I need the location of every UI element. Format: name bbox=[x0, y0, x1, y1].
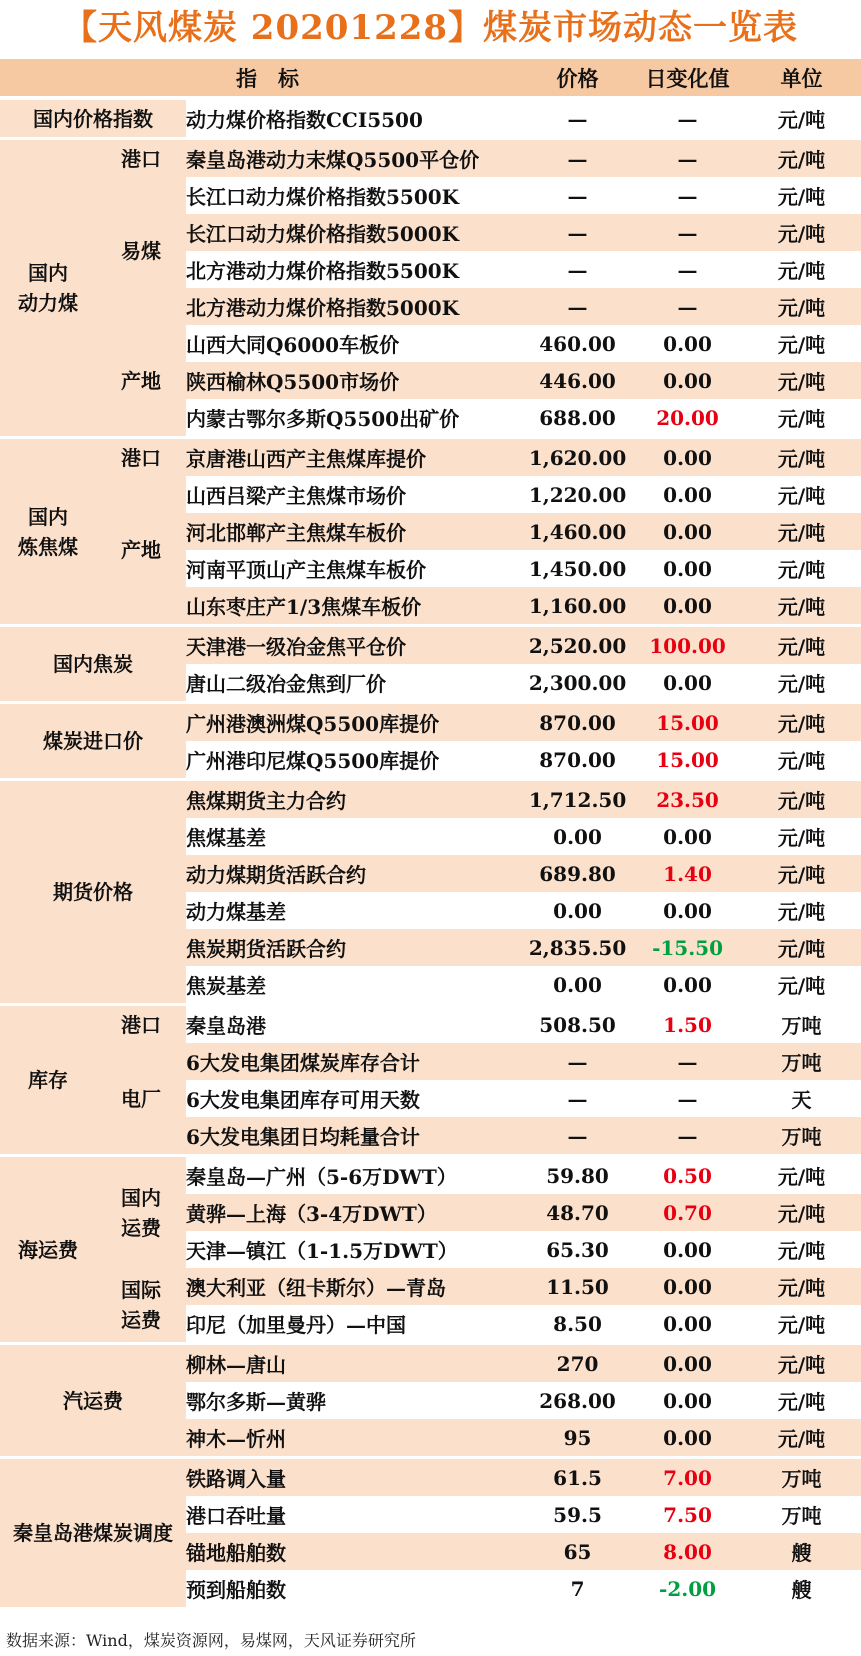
unit: 元/吨 bbox=[742, 550, 861, 587]
price-value: 508.50 bbox=[522, 1006, 633, 1043]
subcategory-origin: 产地 bbox=[96, 476, 186, 624]
daily-change: 0.00 bbox=[633, 476, 742, 513]
unit: 元/吨 bbox=[742, 1157, 861, 1194]
daily-change: 0.00 bbox=[633, 1345, 742, 1382]
indicator-name: 内蒙古鄂尔多斯Q5500出矿价 bbox=[186, 399, 522, 436]
daily-change: 0.00 bbox=[633, 966, 742, 1003]
unit: 元/吨 bbox=[742, 513, 861, 550]
indicator-name: 黄骅—上海（3-4万DWT） bbox=[186, 1194, 522, 1231]
price-value: 2,520.00 bbox=[522, 627, 633, 664]
table-row bbox=[0, 1345, 861, 1382]
category-coking-coal: 国内 炼焦煤 bbox=[0, 439, 96, 624]
daily-change: 0.50 bbox=[633, 1157, 742, 1194]
price-value: 1,220.00 bbox=[522, 476, 633, 513]
indicator-name: 6大发电集团煤炭库存合计 bbox=[186, 1043, 522, 1080]
table-row bbox=[0, 1006, 861, 1043]
unit: 元/吨 bbox=[742, 1382, 861, 1419]
price-value: 2,300.00 bbox=[522, 664, 633, 701]
header-indicator: 指 标 bbox=[0, 59, 522, 96]
indicator-name: 陕西榆林Q5500市场价 bbox=[186, 362, 522, 399]
daily-change: — bbox=[633, 1080, 742, 1117]
daily-change: 7.50 bbox=[633, 1496, 742, 1533]
daily-change: 100.00 bbox=[633, 627, 742, 664]
indicator-name: 秦皇岛港动力末煤Q5500平仓价 bbox=[186, 140, 522, 177]
subcategory-port: 港口 bbox=[96, 140, 186, 177]
price-value: 870.00 bbox=[522, 741, 633, 778]
indicator-name: 焦煤期货主力合约 bbox=[186, 781, 522, 818]
table-row bbox=[0, 100, 861, 137]
unit: 元/吨 bbox=[742, 476, 861, 513]
unit: 元/吨 bbox=[742, 855, 861, 892]
unit: 元/吨 bbox=[742, 1345, 861, 1382]
price-value: — bbox=[522, 177, 633, 214]
price-value: — bbox=[522, 251, 633, 288]
indicator-name: 北方港动力煤价格指数5500K bbox=[186, 251, 522, 288]
indicator-name: 柳林—唐山 bbox=[186, 1345, 522, 1382]
table-row bbox=[0, 704, 861, 741]
price-value: 7 bbox=[522, 1570, 633, 1607]
indicator-name: 神木—忻州 bbox=[186, 1419, 522, 1456]
daily-change: 0.00 bbox=[633, 587, 742, 624]
header-unit: 单位 bbox=[742, 59, 861, 96]
indicator-name: 动力煤期货活跃合约 bbox=[186, 855, 522, 892]
daily-change: 1.40 bbox=[633, 855, 742, 892]
price-value: 268.00 bbox=[522, 1382, 633, 1419]
price-value: 11.50 bbox=[522, 1268, 633, 1305]
category-domestic-index: 国内价格指数 bbox=[0, 100, 186, 137]
unit: 元/吨 bbox=[742, 100, 861, 137]
table-row bbox=[0, 1268, 861, 1305]
unit: 元/吨 bbox=[742, 251, 861, 288]
daily-change: — bbox=[633, 177, 742, 214]
data-source-note: 数据来源：Wind，煤炭资源网，易煤网，天风证券研究所 bbox=[6, 1631, 416, 1650]
price-value: — bbox=[522, 1043, 633, 1080]
price-value: 1,450.00 bbox=[522, 550, 633, 587]
indicator-name: 天津港一级冶金焦平仓价 bbox=[186, 627, 522, 664]
price-value: 65.30 bbox=[522, 1231, 633, 1268]
indicator-name: 长江口动力煤价格指数5500K bbox=[186, 177, 522, 214]
table-row bbox=[0, 627, 861, 664]
daily-change: — bbox=[633, 1043, 742, 1080]
price-value: 870.00 bbox=[522, 704, 633, 741]
table-row bbox=[0, 140, 861, 177]
unit: 万吨 bbox=[742, 1043, 861, 1080]
price-value: 270 bbox=[522, 1345, 633, 1382]
daily-change: 0.70 bbox=[633, 1194, 742, 1231]
unit: 元/吨 bbox=[742, 664, 861, 701]
category-inventory: 库存 bbox=[0, 1006, 96, 1154]
unit: 万吨 bbox=[742, 1006, 861, 1043]
price-value: 446.00 bbox=[522, 362, 633, 399]
unit: 天 bbox=[742, 1080, 861, 1117]
category-steam-coal: 国内 动力煤 bbox=[0, 140, 96, 436]
table-row bbox=[0, 177, 861, 214]
category-import: 煤炭进口价 bbox=[0, 704, 186, 778]
indicator-name: 河南平顶山产主焦煤车板价 bbox=[186, 550, 522, 587]
price-value: 460.00 bbox=[522, 325, 633, 362]
unit: 元/吨 bbox=[742, 177, 861, 214]
indicator-name: 6大发电集团库存可用天数 bbox=[186, 1080, 522, 1117]
unit: 元/吨 bbox=[742, 362, 861, 399]
indicator-name: 焦煤基差 bbox=[186, 818, 522, 855]
subcategory-intl-freight: 国际 运费 bbox=[96, 1268, 186, 1342]
category-trucking: 汽运费 bbox=[0, 1345, 186, 1456]
daily-change: 0.00 bbox=[633, 550, 742, 587]
daily-change: — bbox=[633, 251, 742, 288]
price-value: — bbox=[522, 1080, 633, 1117]
unit: 元/吨 bbox=[742, 627, 861, 664]
price-value: 95 bbox=[522, 1419, 633, 1456]
indicator-name: 焦炭基差 bbox=[186, 966, 522, 1003]
unit: 元/吨 bbox=[742, 439, 861, 476]
header-change: 日变化值 bbox=[633, 59, 742, 96]
unit: 元/吨 bbox=[742, 781, 861, 818]
daily-change: 23.50 bbox=[633, 781, 742, 818]
unit: 元/吨 bbox=[742, 966, 861, 1003]
daily-change: 0.00 bbox=[633, 1305, 742, 1342]
unit: 元/吨 bbox=[742, 741, 861, 778]
unit: 元/吨 bbox=[742, 587, 861, 624]
indicator-name: 山东枣庄产1/3焦煤车板价 bbox=[186, 587, 522, 624]
indicator-name: 长江口动力煤价格指数5000K bbox=[186, 214, 522, 251]
page-title: 【天风煤炭 20201228】煤炭市场动态一览表 bbox=[62, 8, 799, 48]
indicator-name: 动力煤基差 bbox=[186, 892, 522, 929]
table-row bbox=[0, 1459, 861, 1496]
indicator-name: 秦皇岛港 bbox=[186, 1006, 522, 1043]
daily-change: 0.00 bbox=[633, 1268, 742, 1305]
daily-change: 0.00 bbox=[633, 818, 742, 855]
category-shipping: 海运费 bbox=[0, 1157, 96, 1342]
daily-change: 0.00 bbox=[633, 1231, 742, 1268]
unit: 元/吨 bbox=[742, 214, 861, 251]
price-value: 61.5 bbox=[522, 1459, 633, 1496]
unit: 元/吨 bbox=[742, 1231, 861, 1268]
coal-market-table bbox=[0, 59, 861, 1607]
unit: 元/吨 bbox=[742, 1305, 861, 1342]
unit: 元/吨 bbox=[742, 1268, 861, 1305]
indicator-name: 铁路调入量 bbox=[186, 1459, 522, 1496]
subcategory-port: 港口 bbox=[96, 439, 186, 476]
daily-change: -15.50 bbox=[633, 929, 742, 966]
unit: 元/吨 bbox=[742, 704, 861, 741]
table-row bbox=[0, 1043, 861, 1080]
unit: 元/吨 bbox=[742, 399, 861, 436]
daily-change: 15.00 bbox=[633, 704, 742, 741]
unit: 元/吨 bbox=[742, 140, 861, 177]
indicator-name: 京唐港山西产主焦煤库提价 bbox=[186, 439, 522, 476]
subcategory-domestic-freight: 国内 运费 bbox=[96, 1157, 186, 1268]
daily-change: 0.00 bbox=[633, 1382, 742, 1419]
daily-change: — bbox=[633, 140, 742, 177]
price-value: 59.5 bbox=[522, 1496, 633, 1533]
price-value: 1,712.50 bbox=[522, 781, 633, 818]
indicator-name: 河北邯郸产主焦煤车板价 bbox=[186, 513, 522, 550]
indicator-name: 6大发电集团日均耗量合计 bbox=[186, 1117, 522, 1154]
price-value: 688.00 bbox=[522, 399, 633, 436]
price-value: — bbox=[522, 140, 633, 177]
price-value: 48.70 bbox=[522, 1194, 633, 1231]
indicator-name: 唐山二级冶金焦到厂价 bbox=[186, 664, 522, 701]
daily-change: 0.00 bbox=[633, 664, 742, 701]
price-value: 65 bbox=[522, 1533, 633, 1570]
price-value: 0.00 bbox=[522, 966, 633, 1003]
indicator-name: 动力煤价格指数CCI5500 bbox=[186, 100, 522, 137]
price-value: — bbox=[522, 288, 633, 325]
price-value: 1,160.00 bbox=[522, 587, 633, 624]
indicator-name: 锚地船舶数 bbox=[186, 1533, 522, 1570]
table-row bbox=[0, 476, 861, 513]
unit: 元/吨 bbox=[742, 1419, 861, 1456]
category-coke: 国内焦炭 bbox=[0, 627, 186, 701]
unit: 元/吨 bbox=[742, 325, 861, 362]
unit: 元/吨 bbox=[742, 892, 861, 929]
daily-change: — bbox=[633, 1117, 742, 1154]
table-row bbox=[0, 325, 861, 362]
daily-change: -2.00 bbox=[633, 1570, 742, 1607]
table-row bbox=[0, 1157, 861, 1194]
indicator-name: 焦炭期货活跃合约 bbox=[186, 929, 522, 966]
indicator-name: 鄂尔多斯—黄骅 bbox=[186, 1382, 522, 1419]
daily-change: 7.00 bbox=[633, 1459, 742, 1496]
unit: 艘 bbox=[742, 1570, 861, 1607]
header-price: 价格 bbox=[522, 59, 633, 96]
indicator-name: 广州港印尼煤Q5500库提价 bbox=[186, 741, 522, 778]
subcategory-port: 港口 bbox=[96, 1006, 186, 1043]
daily-change: 0.00 bbox=[633, 362, 742, 399]
indicator-name: 印尼（加里曼丹）—中国 bbox=[186, 1305, 522, 1342]
daily-change: 1.50 bbox=[633, 1006, 742, 1043]
unit: 元/吨 bbox=[742, 818, 861, 855]
indicator-name: 澳大利亚（纽卡斯尔）—青岛 bbox=[186, 1268, 522, 1305]
daily-change: 15.00 bbox=[633, 741, 742, 778]
indicator-name: 天津—镇江（1-1.5万DWT） bbox=[186, 1231, 522, 1268]
price-value: 1,460.00 bbox=[522, 513, 633, 550]
daily-change: 0.00 bbox=[633, 1419, 742, 1456]
table-row bbox=[0, 439, 861, 476]
price-value: 0.00 bbox=[522, 818, 633, 855]
table-header-row bbox=[0, 59, 861, 96]
unit: 艘 bbox=[742, 1533, 861, 1570]
indicator-name: 港口吞吐量 bbox=[186, 1496, 522, 1533]
daily-change: 0.00 bbox=[633, 325, 742, 362]
price-value: 59.80 bbox=[522, 1157, 633, 1194]
price-value: — bbox=[522, 1117, 633, 1154]
unit: 万吨 bbox=[742, 1459, 861, 1496]
indicator-name: 预到船舶数 bbox=[186, 1570, 522, 1607]
unit: 万吨 bbox=[742, 1496, 861, 1533]
price-value: 1,620.00 bbox=[522, 439, 633, 476]
subcategory-power-plant: 电厂 bbox=[96, 1043, 186, 1154]
daily-change: 0.00 bbox=[633, 513, 742, 550]
price-value: — bbox=[522, 100, 633, 137]
category-futures: 期货价格 bbox=[0, 781, 186, 1003]
indicator-name: 北方港动力煤价格指数5000K bbox=[186, 288, 522, 325]
daily-change: 0.00 bbox=[633, 892, 742, 929]
unit: 元/吨 bbox=[742, 929, 861, 966]
subcategory-yimei: 易煤 bbox=[96, 177, 186, 325]
daily-change: 20.00 bbox=[633, 399, 742, 436]
indicator-name: 秦皇岛—广州（5-6万DWT） bbox=[186, 1157, 522, 1194]
price-value: 8.50 bbox=[522, 1305, 633, 1342]
price-value: 689.80 bbox=[522, 855, 633, 892]
indicator-name: 山西吕梁产主焦煤市场价 bbox=[186, 476, 522, 513]
table-row bbox=[0, 781, 861, 818]
daily-change: — bbox=[633, 100, 742, 137]
subcategory-origin: 产地 bbox=[96, 325, 186, 436]
daily-change: 8.00 bbox=[633, 1533, 742, 1570]
unit: 元/吨 bbox=[742, 1194, 861, 1231]
unit: 万吨 bbox=[742, 1117, 861, 1154]
indicator-name: 山西大同Q6000车板价 bbox=[186, 325, 522, 362]
daily-change: — bbox=[633, 288, 742, 325]
indicator-name: 广州港澳洲煤Q5500库提价 bbox=[186, 704, 522, 741]
price-value: — bbox=[522, 214, 633, 251]
daily-change: — bbox=[633, 214, 742, 251]
category-qhd-dispatch: 秦皇岛港煤炭调度 bbox=[0, 1459, 186, 1607]
price-value: 0.00 bbox=[522, 892, 633, 929]
unit: 元/吨 bbox=[742, 288, 861, 325]
price-value: 2,835.50 bbox=[522, 929, 633, 966]
daily-change: 0.00 bbox=[633, 439, 742, 476]
